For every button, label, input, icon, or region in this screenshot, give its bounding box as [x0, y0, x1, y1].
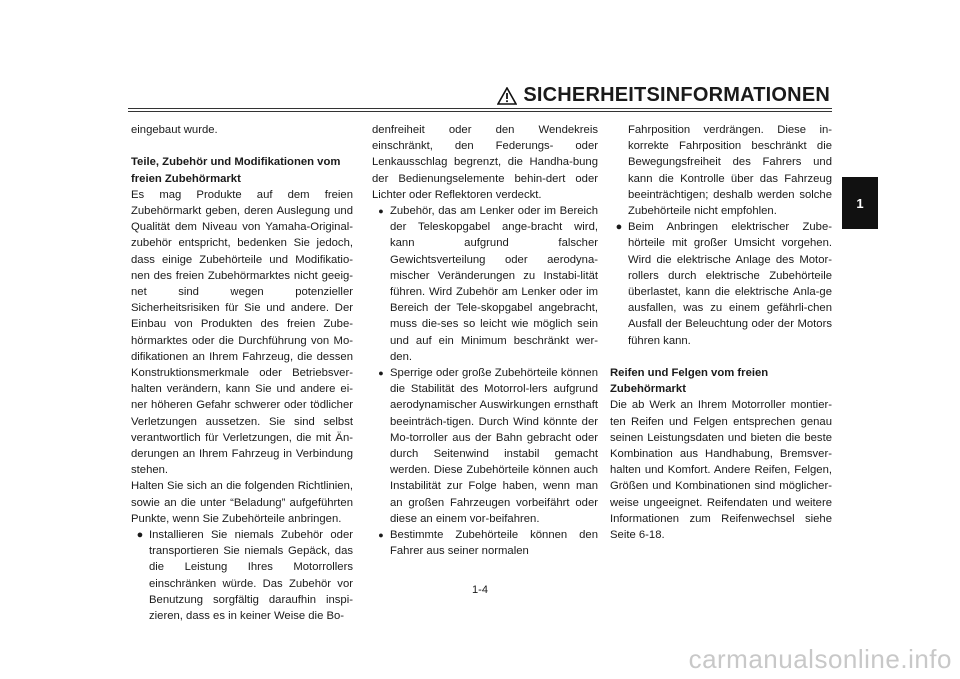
- bullet-icon: ●: [378, 530, 384, 541]
- heading-line-2: Zubehörmarkt: [610, 383, 686, 396]
- list-item-text: Zubehör, das am Lenker oder im Bereich der Teleskopgabel ange-bracht wird, kann aufgrund falscher Gewichtsverteilung oder aerodyna-mischer Veränderungen zu Instabi-lität führen. Wird Zubehör am Lenker oder im Bereich der Tele-skopgabel angebracht, muss die-ses so leicht wie möglich sein und auf ein Minimum beschränkt wer-den.: [390, 205, 598, 363]
- list-item-continuation: Fahrposition verdrängen. Diese in-korrekte Fahrposition beschränkt die Bewegungsfreiheit des Fahrers und kann die Kontrolle über das Fahrzeug beeinträchtigen; deshalb werden solche Zubehörteile nicht empfohlen.: [628, 124, 832, 218]
- list-item: [131, 527, 353, 624]
- bullet-icon: ●: [378, 206, 384, 217]
- header-rule: [128, 108, 832, 109]
- paragraph-accessories: Es mag Produkte auf dem freien Zubehörmarkt geben, deren Auslegung und Qualität dem Niveau von Yamaha-Original-zubehör entspricht, bedenken Sie jedoch, dass einige Zubehörteile und Modifikatio-nen des freien Zubehörmarktes nicht geeig-net sind wegen potenzieller Sicherheitsrisiken für Sie und andere. Der Einbau von Produkten des freien Zube-hörmarktes oder die Durchführung von Mo-difikationen an Ihrem Fahrzeug, die dessen Konstruktionsmerkmale oder Betriebsver-halten verändern, kann Sie und andere ei-ner höheren Gefahr schwerer oder tödlicher Verletzungen aussetzen. Sie sind selbst verantwortlich für Verletzungen, die mit Än-derungen an Ihrem Fahrzeug in Verbindung stehen.: [131, 188, 353, 477]
- list-item-continuation: denfreiheit oder den Wendekreis einschränkt, den Federungs- oder Lenkausschlag begrenzt, die Handha-bung der Bedienungselemente behin-dert oder Lichter oder Reflektoren verdeckt.: [372, 124, 598, 201]
- heading-line-1: Reifen und Felgen vom freien: [610, 367, 769, 380]
- page-title: SICHERHEITSINFORMATIONEN: [523, 84, 830, 106]
- column-middle: [372, 122, 598, 559]
- paragraph-tires: Die ab Werk an Ihrem Motorroller montier-ten Reifen und Felgen entsprechen genau seinen Leistungsdaten und bieten die beste Kombination aus Handhabung, Bremsver-halten und Komfort. Andere Reifen, Felgen, Größen und Kombinationen sind möglicher-weise ungeeignet. Reifendaten und weitere Informationen zum Reifenwechsel siehe Seite 6-18.: [610, 399, 832, 542]
- section-heading-tires: [610, 365, 832, 397]
- section-heading-accessories: [131, 154, 353, 186]
- column-left: [131, 122, 353, 624]
- heading-line-1: Teile, Zubehör und Modifikationen vom: [131, 156, 341, 169]
- paragraph-guidelines: Halten Sie sich an die folgenden Richtlinien, sowie an die unter “Beladung” aufgeführten Punkte, wenn Sie Zubehörteile anbringen.: [131, 480, 353, 525]
- bullet-icon: ●: [136, 529, 144, 542]
- bullet-icon: ●: [378, 368, 384, 379]
- warning-triangle-icon: [497, 87, 517, 105]
- list-item: [372, 365, 598, 527]
- page-number: 1-4: [472, 584, 488, 596]
- chapter-tab: 1: [842, 177, 878, 229]
- watermark: carmanualsonline.info: [688, 644, 952, 674]
- list-item: [372, 527, 598, 559]
- column-right: [610, 122, 832, 543]
- intro-text: eingebaut wurde.: [131, 124, 218, 136]
- list-item-text: Installieren Sie niemals Zubehör oder transportieren Sie niemals Gepäck, das die Leistung Ihres Motorrollers einschränken würde. Das Zubehör vor Benutzung sorgfältig daraufhin inspi-zieren, dass es in keiner Weise die Bo-: [149, 529, 353, 623]
- list-item: [372, 203, 598, 365]
- bullet-icon: ●: [615, 221, 623, 234]
- list-item-text: Sperrige oder große Zubehörteile können die Stabilität des Motorrol-lers aufgrund aerodynamischer Auswirkungen ernsthaft beeinträch-tigen. Durch Wind könnte der Mo-torroller aus der Bahn gebracht oder durch Seitenwind instabil gemacht werden. Diese Zubehörteile können auch Instabilität zur Folge haben, wenn man an großen Fahrzeugen vorbeifährt oder diese an einem vor-beifahren.: [390, 367, 598, 525]
- header-rule-secondary: [128, 111, 832, 112]
- list-item-text: Bestimmte Zubehörteile können den Fahrer aus seiner normalen: [390, 529, 598, 558]
- list-item: [610, 219, 832, 349]
- list-item-text: Beim Anbringen elektrischer Zube-hörteile mit großer Umsicht vorgehen. Wird die elektrische Anlage des Motor-rollers durch elektrische Zubehörteile überlastet, kann die elektrische Anla-ge ausfallen, was zu einem gefährli-chen Ausfall der Beleuchtung oder der Motors führen kann.: [628, 221, 832, 347]
- heading-line-2: freien Zubehörmarkt: [131, 172, 241, 185]
- page-header: [497, 84, 830, 107]
